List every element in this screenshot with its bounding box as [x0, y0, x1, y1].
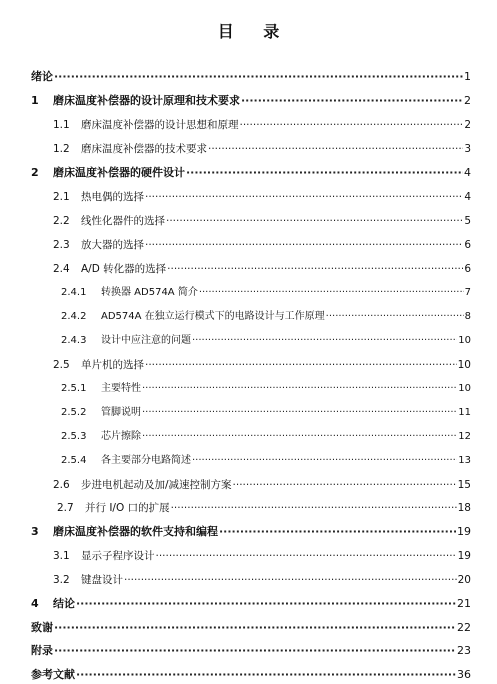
- toc-leader: [233, 477, 457, 493]
- toc-entry-text: 磨床温度补偿器的硬件设计: [53, 166, 185, 179]
- toc-entry[interactable]: [31, 620, 471, 636]
- toc-entry-text: 单片机的选择: [81, 359, 144, 371]
- toc-entry-text: 磨床温度补偿器的技术要求: [81, 143, 207, 155]
- toc-entry[interactable]: [53, 117, 471, 133]
- toc-entry-text: AD574A 在独立运行模式下的电路设计与工作原理: [101, 311, 325, 322]
- toc-entry-text: 参考文献: [31, 668, 75, 681]
- toc-entry-text: 管脚说明: [101, 407, 141, 418]
- toc-page-number: 10: [458, 383, 471, 394]
- toc-entry-text: 键盘设计: [81, 574, 123, 586]
- toc-entry-number: 2: [31, 166, 39, 179]
- toc-page-number: 12: [458, 431, 471, 442]
- toc-entry-text: 附录: [31, 644, 53, 657]
- toc-entry-number: 2.5.2: [61, 407, 87, 418]
- toc-leader: [192, 333, 457, 349]
- toc-page-number: 4: [464, 166, 471, 179]
- toc-page-number: 7: [464, 287, 471, 298]
- toc-page-number: 4: [464, 191, 471, 203]
- toc-page-number: 22: [457, 621, 471, 634]
- toc-entry[interactable]: [53, 548, 471, 564]
- toc-page-number: 10: [458, 335, 471, 346]
- toc-entry-text: 热电偶的选择: [81, 191, 144, 203]
- toc-page-number: 2: [464, 94, 471, 107]
- toc-entry-text: 各主要部分电路简述: [101, 455, 191, 466]
- toc-entry[interactable]: [53, 572, 471, 588]
- toc-page-number: 23: [457, 644, 471, 657]
- toc-leader: [192, 453, 457, 469]
- toc-entry[interactable]: [57, 500, 471, 516]
- toc-entry-number: 2.1: [53, 191, 70, 203]
- toc-entry-number: 2.7: [57, 502, 74, 514]
- toc-page-number: 36: [457, 668, 471, 681]
- toc-entry-number: 2.5.1: [61, 383, 87, 394]
- toc-entry-number: 3.1: [53, 550, 70, 562]
- toc-leader: [145, 357, 457, 373]
- toc-leader: [186, 165, 463, 181]
- toc-entry[interactable]: [61, 309, 471, 325]
- toc-page-number: 18: [457, 502, 471, 514]
- toc-entry-number: 2.4.1: [61, 287, 87, 298]
- toc-entry[interactable]: [61, 381, 471, 397]
- toc-page-number: 19: [457, 550, 471, 562]
- toc-entry-number: 2.4.2: [61, 311, 87, 322]
- toc-entry[interactable]: [31, 524, 471, 540]
- toc-page-number: 5: [464, 215, 471, 227]
- toc-entry[interactable]: [31, 667, 471, 683]
- toc-leader: [54, 69, 463, 85]
- toc-entry-number: 1.1: [53, 119, 70, 131]
- toc-entry-number: 2.2: [53, 215, 70, 227]
- toc-entry-number: 2.4: [53, 263, 70, 275]
- toc-entry[interactable]: [61, 405, 471, 421]
- toc-entry-text: 主要特性: [101, 383, 141, 394]
- toc-page-number: 2: [464, 119, 471, 131]
- toc-entry[interactable]: [31, 93, 471, 109]
- toc-leader: [326, 309, 464, 325]
- toc-page-number: 8: [464, 311, 471, 322]
- toc-entry-number: 4: [31, 597, 39, 610]
- toc-leader: [145, 189, 463, 205]
- toc-entry-text: 芯片擦除: [101, 431, 141, 442]
- toc-entry[interactable]: [53, 237, 471, 253]
- toc-entry[interactable]: [61, 429, 471, 445]
- toc-entry-text: A/D 转化器的选择: [81, 263, 167, 275]
- toc-entry[interactable]: [31, 165, 471, 181]
- toc-leader: [219, 524, 456, 540]
- toc-entry-text: 步进电机起动及加/减速控制方案: [81, 479, 232, 491]
- toc-page-number: 1: [464, 70, 471, 83]
- toc-leader: [76, 667, 456, 683]
- toc-entry-number: 3.2: [53, 574, 70, 586]
- toc-entry[interactable]: [31, 596, 471, 612]
- toc-leader: [142, 405, 457, 421]
- toc-entry[interactable]: [53, 357, 471, 373]
- toc-entry-number: 2.5.3: [61, 431, 87, 442]
- toc-leader: [171, 500, 457, 516]
- toc-page-number: 6: [464, 263, 471, 275]
- toc-entry[interactable]: [53, 477, 471, 493]
- toc-leader: [199, 285, 464, 301]
- toc-entry-number: 2.6: [53, 479, 70, 491]
- toc-leader: [54, 643, 456, 659]
- toc-entry-number: 2.5: [53, 359, 70, 371]
- toc-entry-number: 2.5.4: [61, 455, 87, 466]
- toc-entry-text: 磨床温度补偿器的设计原理和技术要求: [53, 94, 240, 107]
- toc-leader: [142, 429, 457, 445]
- toc-entry-text: 并行 I/O 口的扩展: [85, 502, 170, 514]
- toc-entry-number: 1: [31, 94, 39, 107]
- toc-entry[interactable]: [61, 285, 471, 301]
- toc-leader: [142, 381, 457, 397]
- toc-entry-number: 2.3: [53, 239, 70, 251]
- toc-entry-text: 放大器的选择: [81, 239, 144, 251]
- toc-entry[interactable]: [31, 69, 471, 85]
- toc-leader: [208, 141, 463, 157]
- toc-page-number: 20: [457, 574, 471, 586]
- toc-leader: [241, 93, 463, 109]
- toc-entry[interactable]: [53, 189, 471, 205]
- toc-entry-text: 设计中应注意的问题: [101, 335, 191, 346]
- toc-entry-text: 磨床温度补偿器的软件支持和编程: [53, 525, 218, 538]
- toc-leader: [54, 620, 456, 636]
- toc-leader: [167, 261, 463, 277]
- toc-entry[interactable]: [53, 261, 471, 277]
- toc-page-number: 6: [464, 239, 471, 251]
- toc-leader: [166, 213, 463, 229]
- toc-leader: [156, 548, 457, 564]
- toc-entry-text: 转换器 AD574A 简介: [101, 287, 198, 298]
- toc-page-number: 10: [457, 359, 471, 371]
- toc-leader: [76, 596, 456, 612]
- toc-entry-text: 致谢: [31, 621, 53, 634]
- toc-page-number: 3: [464, 143, 471, 155]
- toc-page-number: 21: [457, 597, 471, 610]
- toc-page-number: 15: [457, 479, 471, 491]
- toc-leader: [240, 117, 464, 133]
- toc-page-number: 11: [458, 407, 471, 418]
- toc-leader: [145, 237, 463, 253]
- toc-entry-number: 3: [31, 525, 39, 538]
- toc-entry-number: 1.2: [53, 143, 70, 155]
- toc-entry[interactable]: [53, 141, 471, 157]
- toc-entry-text: 绪论: [31, 70, 53, 83]
- toc-entry[interactable]: [31, 643, 471, 659]
- toc-entry-text: 显示子程序设计: [81, 550, 155, 562]
- toc-page-number: 13: [458, 455, 471, 466]
- toc-page-number: 19: [457, 525, 471, 538]
- toc-entry-number: 2.4.3: [61, 335, 87, 346]
- toc-entry[interactable]: [53, 213, 471, 229]
- toc-title: 目 录: [217, 22, 292, 41]
- toc-entry[interactable]: [61, 333, 471, 349]
- toc-entry-text: 磨床温度补偿器的设计思想和原理: [81, 119, 239, 131]
- toc-entry-text: 结论: [53, 597, 75, 610]
- toc-entry-text: 线性化器件的选择: [81, 215, 165, 227]
- toc-entry[interactable]: [61, 453, 471, 469]
- toc-leader: [124, 572, 457, 588]
